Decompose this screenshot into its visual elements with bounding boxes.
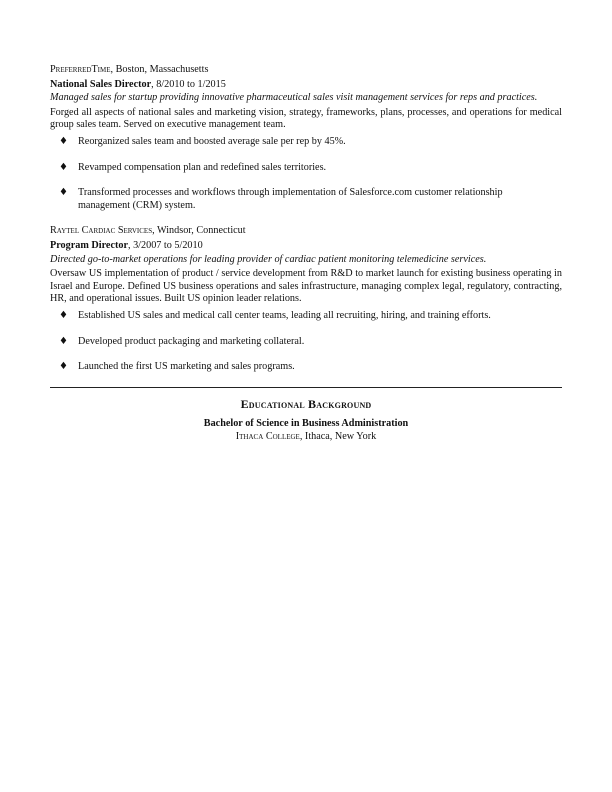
company-line (50, 64, 562, 77)
list-item (50, 162, 562, 175)
education-section (50, 398, 562, 444)
company-location: , Windsor, Connecticut (152, 225, 246, 237)
section-divider (50, 387, 562, 388)
job-summary: Managed sales for startup providing innovative pharmaceutical sales visit management services for reps and practices. (50, 92, 538, 104)
company-name: Raytel Cardiac Services (50, 225, 153, 237)
diamond-bullet-icon: ♦ (59, 135, 68, 147)
role-line (50, 240, 562, 253)
achievement-text: Transformed processes and workflows through implementation of Salesforce.com customer relationship management (CRM) system. (78, 187, 503, 211)
diamond-bullet-icon: ♦ (59, 187, 68, 199)
job-entry-preferredtime (50, 64, 562, 212)
job-summary: Directed go-to-market operations for leading provider of cardiac patient monitoring telemedicine services. (50, 253, 487, 265)
list-item (50, 187, 562, 212)
company-line (50, 225, 562, 238)
section-heading: Educational Background (240, 396, 372, 411)
list-item (50, 361, 562, 374)
achievement-text: Launched the first US marketing and sales programs. (78, 361, 295, 373)
job-title: Program Director (50, 239, 128, 251)
job-title: National Sales Director (50, 78, 152, 90)
school-line (50, 431, 562, 444)
job-description: Oversaw US implementation of product / service development from R&D to market launch for existing business operating in Israel and Europe. Defined US business operations and sales infrastructure, managing complex legal, regulatory, contracting, HR, and operational issues. Built US opinion leader relations. (50, 268, 562, 305)
list-item (50, 310, 562, 323)
diamond-bullet-icon: ♦ (59, 335, 68, 347)
achievement-list (50, 310, 562, 374)
achievement-text: Revamped compensation plan and redefined sales territories. (78, 161, 327, 173)
job-description: Forged all aspects of national sales and marketing vision, strategy, frameworks, plans, processes, and operations for medical group sales team. Served on executive management team. (50, 106, 562, 131)
list-item (50, 336, 562, 349)
achievement-text: Developed product packaging and marketing collateral. (78, 335, 305, 347)
diamond-bullet-icon: ♦ (59, 161, 68, 173)
achievement-list (50, 136, 562, 212)
diamond-bullet-icon: ♦ (59, 309, 68, 321)
company-location: , Boston, Massachusetts (110, 64, 209, 75)
job-entry-raytel (50, 225, 562, 373)
achievement-text: Established US sales and medical call center teams, leading all recruiting, hiring, and training efforts. (78, 309, 491, 321)
list-item (50, 136, 562, 149)
company-name: PreferredTime (50, 64, 111, 75)
school-name: Ithaca College (235, 430, 300, 442)
degree-title: Bachelor of Science in Business Administration (203, 418, 409, 430)
job-dates: , 3/2007 to 5/2010 (127, 239, 203, 251)
resume-content (50, 64, 562, 443)
role-line (50, 79, 562, 92)
diamond-bullet-icon: ♦ (59, 361, 68, 373)
school-location: , Ithaca, New York (299, 430, 377, 442)
achievement-text: Reorganized sales team and boosted average sale per rep by 45%. (78, 135, 346, 147)
job-dates: , 8/2010 to 1/2015 (151, 78, 226, 90)
